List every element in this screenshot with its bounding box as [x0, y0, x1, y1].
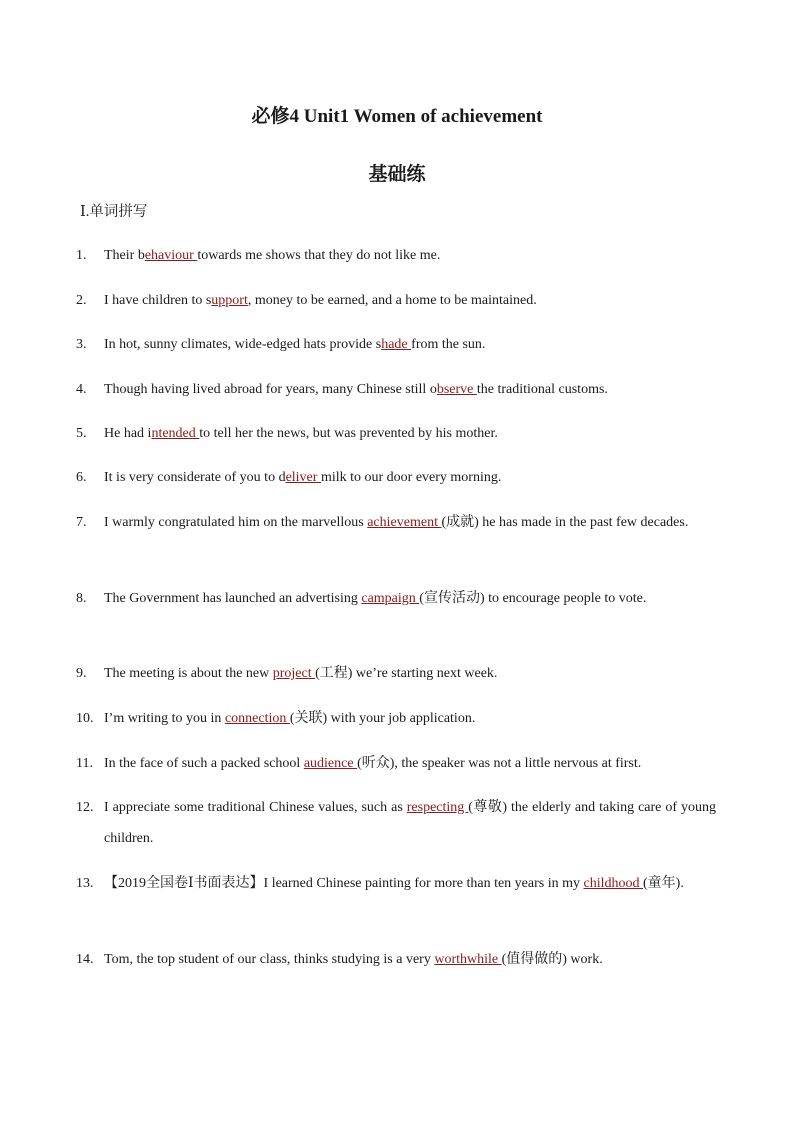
question-text-before: Tom, the top student of our class, thinks studying is a very — [104, 952, 435, 967]
question-item — [76, 703, 716, 734]
question-number: 11. — [76, 756, 93, 771]
question-text-before: I warmly congratulated him on the marvellous — [104, 515, 368, 530]
question-number: 2. — [76, 293, 87, 308]
answer-blank: respecting — [406, 800, 469, 815]
question-text — [104, 240, 716, 271]
question-text-after: (童年). — [643, 876, 684, 891]
page-subtitle: 基础练 — [368, 164, 426, 185]
question-text-after: (听众), the speaker was not a little nervous at first. — [357, 756, 642, 771]
question-number: 6. — [76, 470, 87, 485]
question-item — [76, 748, 716, 779]
question-item — [76, 285, 716, 316]
question-text — [104, 329, 716, 360]
question-item — [76, 418, 716, 449]
question-text-before: The Government has launched an advertising — [104, 591, 362, 606]
question-text-before: In hot, sunny climates, wide-edged hats provide s — [104, 337, 382, 352]
question-text-before: Though having lived abroad for years, many Chinese still o — [104, 382, 437, 397]
question-text — [104, 462, 716, 493]
question-number: 13. — [76, 876, 94, 891]
answer-blank: upport — [211, 293, 248, 308]
question-text — [104, 868, 716, 899]
question-text-after: (宣传活动) to encourage people to vote. — [419, 591, 647, 606]
question-text-after: from the sun. — [411, 337, 486, 352]
question-text-after: milk to our door every morning. — [320, 470, 502, 485]
question-text-after: (值得做的) work. — [501, 952, 603, 967]
question-number: 5. — [76, 426, 87, 441]
question-text-after: (尊敬) the elderly and taking care of young children. — [104, 800, 716, 846]
answer-blank: connection — [224, 711, 290, 726]
question-item — [76, 658, 716, 689]
question-text-before: I have children to s — [104, 293, 212, 308]
question-text-before: He had i — [104, 426, 152, 441]
question-text — [104, 507, 716, 538]
question-text-before: The meeting is about the new — [104, 666, 273, 681]
question-number: 9. — [76, 666, 87, 681]
question-item — [76, 792, 716, 854]
answer-blank: project — [272, 666, 316, 681]
question-text-after: (关联) with your job application. — [289, 711, 476, 726]
question-text — [104, 418, 716, 449]
question-text-before: Their b — [104, 248, 145, 263]
question-text-after: towards me shows that they do not like me. — [197, 248, 441, 263]
question-text — [104, 944, 716, 975]
question-text-before: It is very considerate of you to d — [104, 470, 286, 485]
question-number: 1. — [76, 248, 87, 263]
question-number: 10. — [76, 711, 94, 726]
question-text-after: (工程) we’re starting next week. — [315, 666, 498, 681]
section-heading: Ⅰ.单词拼写 — [80, 204, 148, 220]
question-text — [104, 703, 716, 734]
question-number: 12. — [76, 800, 94, 815]
question-text-before: I appreciate some traditional Chinese values, such as — [104, 800, 407, 815]
question-number: 7. — [76, 515, 87, 530]
question-text-before: 【2019全国卷Ⅰ书面表达】I learned Chinese painting for more than ten years in my — [104, 876, 584, 891]
question-item — [76, 240, 716, 271]
question-text-after: (成就) he has made in the past few decades. — [441, 515, 689, 530]
answer-blank: bserve — [436, 382, 477, 397]
question-text-after: the traditional customs. — [476, 382, 608, 397]
question-item — [76, 583, 716, 614]
question-number: 8. — [76, 591, 87, 606]
question-item — [76, 374, 716, 405]
question-number: 14. — [76, 952, 94, 967]
question-text — [104, 374, 716, 405]
question-item — [76, 329, 716, 360]
question-text — [104, 658, 716, 689]
answer-blank: worthwhile — [434, 952, 502, 967]
answer-blank: campaign — [361, 591, 420, 606]
question-text-before: I’m writing to you in — [104, 711, 225, 726]
question-text-before: In the face of such a packed school — [104, 756, 304, 771]
question-text — [104, 583, 716, 614]
answer-blank: childhood — [583, 876, 643, 891]
answer-blank: ntended — [151, 426, 200, 441]
answer-blank: achievement — [367, 515, 442, 530]
answer-blank: eliver — [285, 470, 321, 485]
question-text-after: , money to be earned, and a home to be maintained. — [247, 293, 537, 308]
question-number: 3. — [76, 337, 87, 352]
question-text — [104, 748, 716, 779]
question-number: 4. — [76, 382, 87, 397]
question-item — [76, 868, 716, 899]
answer-blank: audience — [303, 756, 358, 771]
answer-blank: hade — [381, 337, 412, 352]
page-title: 必修4 Unit1 Women of achievement — [251, 106, 543, 127]
question-text-after: to tell her the news, but was prevented by his mother. — [199, 426, 498, 441]
question-text — [104, 285, 716, 316]
question-text — [104, 792, 716, 854]
question-item — [76, 462, 716, 493]
answer-blank: ehaviour — [144, 248, 198, 263]
question-item — [76, 507, 716, 538]
question-item — [76, 944, 716, 975]
